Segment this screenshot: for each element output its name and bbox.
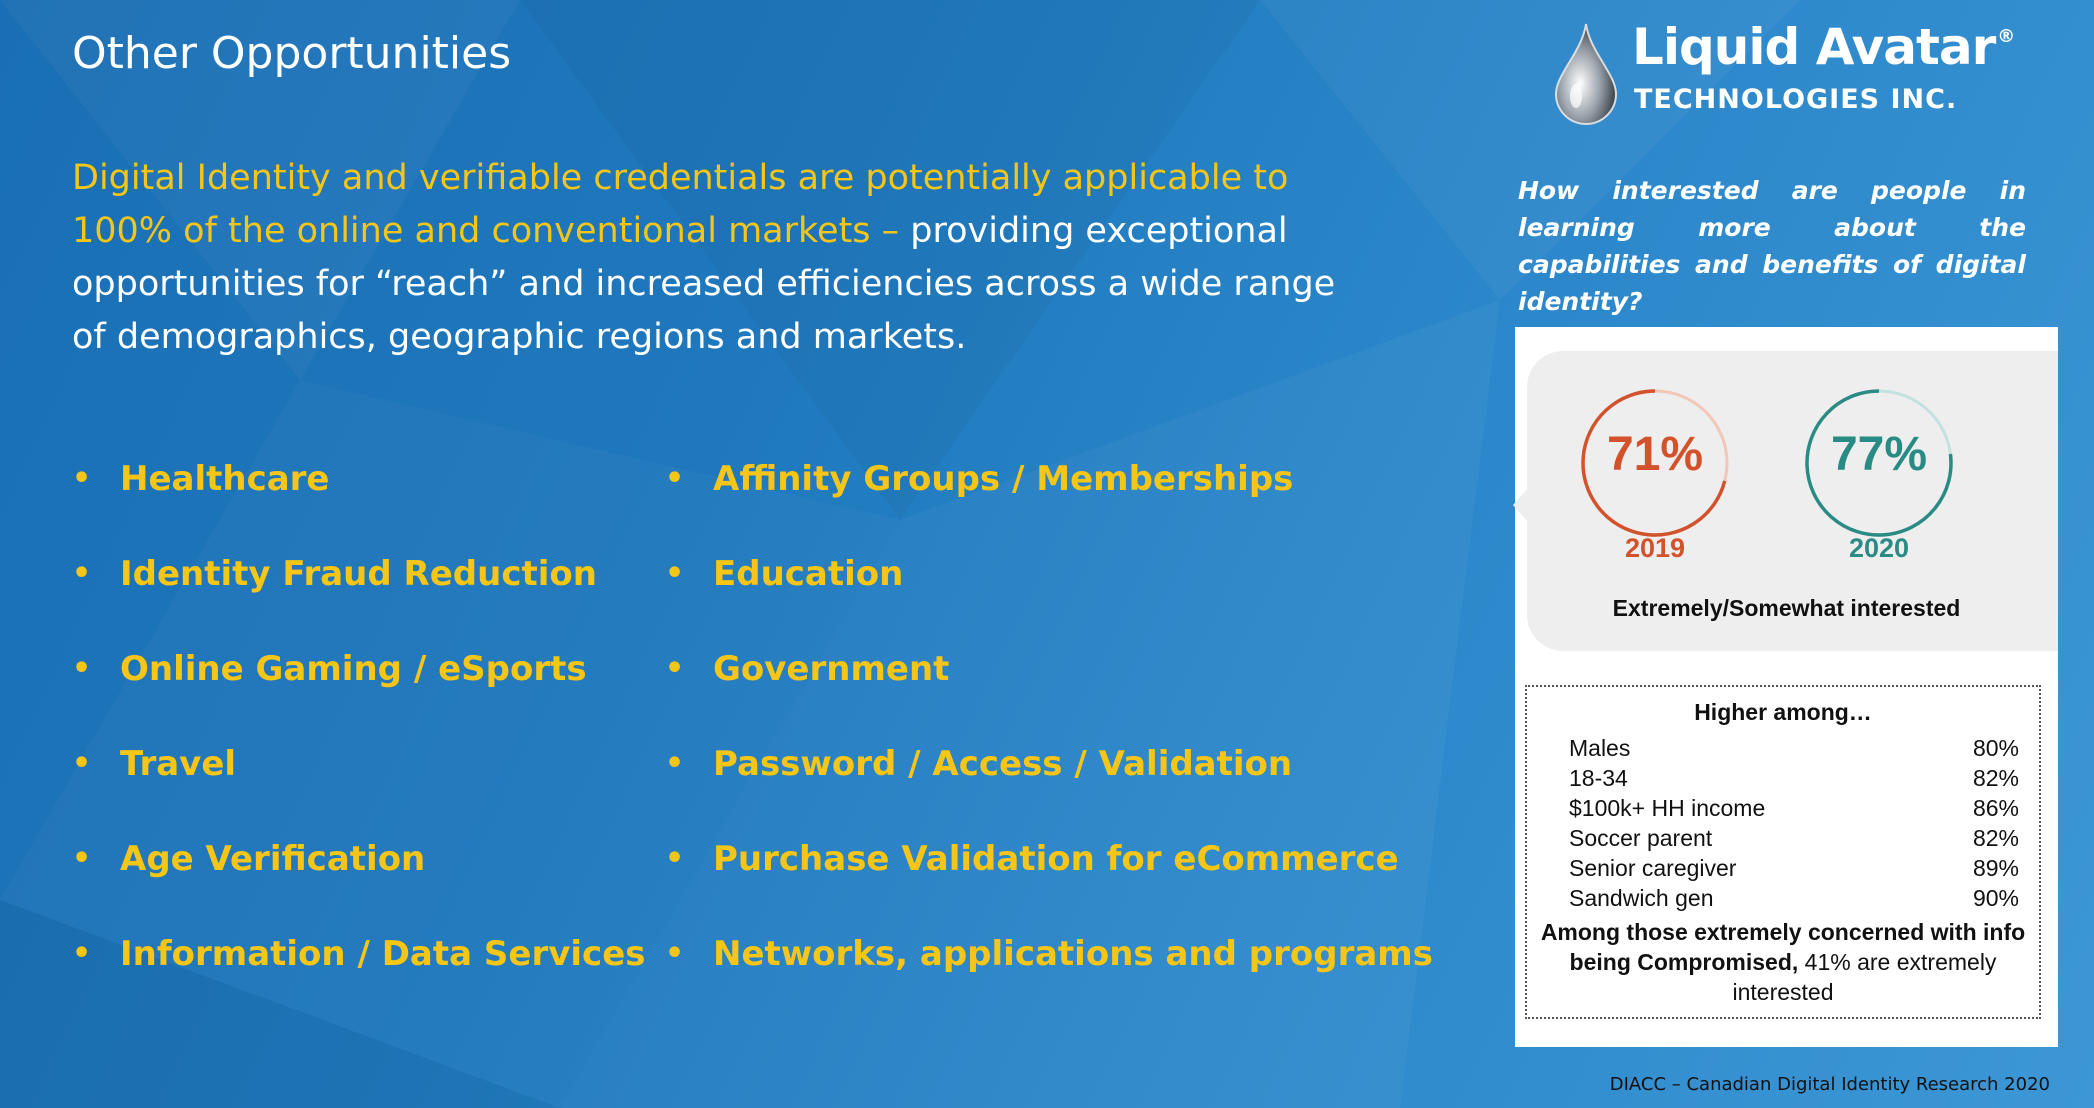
- stat-label: Soccer parent: [1569, 825, 1713, 851]
- stat-row: [1569, 735, 2019, 765]
- percent-2019: 71%: [1606, 428, 1704, 481]
- footnote-bold: Among those extremely concerned with info being Compromised,: [1540, 919, 2026, 975]
- list-item: [72, 828, 646, 923]
- stat-value: 90%: [1972, 885, 2019, 911]
- bullet-icon: •: [72, 651, 92, 686]
- list-item-label: Government: [713, 649, 950, 689]
- higher-among-heading: Higher among…: [1694, 699, 1872, 725]
- stat-row: [1569, 795, 2019, 825]
- source-citation: DIACC – Canadian Digital Identity Research 2020: [1609, 1074, 2050, 1095]
- stat-value: 89%: [1972, 855, 2019, 881]
- opportunities-left-list: [72, 448, 646, 1018]
- bullet-icon: •: [665, 651, 685, 686]
- stats-list: [1569, 735, 2019, 915]
- opportunities-right-list: [665, 448, 1433, 1018]
- concerned-footnote: [1527, 917, 2039, 1007]
- footnote-rest: 41% are extremely interested: [1732, 949, 1997, 1005]
- list-item-label: Healthcare: [120, 459, 330, 499]
- bubble-pointer-left: [1513, 487, 1529, 523]
- list-item-label: Age Verification: [120, 839, 426, 879]
- bullet-icon: •: [72, 556, 92, 591]
- survey-question: How interested are people in learning more about the capabilities and benefits of digital identity?: [1518, 176, 2026, 316]
- list-item-label: Education: [713, 554, 904, 594]
- bullet-icon: •: [665, 841, 685, 876]
- list-item: [665, 733, 1433, 828]
- logo-name: [1632, 18, 2014, 76]
- percent-2020: 77%: [1830, 428, 1928, 481]
- lead-rest: providing exceptional opportunities for “reach” and increased efficiencies across a wide range of demographics, geographic regions and markets.: [72, 211, 1336, 357]
- registered-mark: ®: [1997, 26, 2015, 47]
- logo-name-text: Liquid Avatar: [1632, 18, 1996, 76]
- stat-label: 18-34: [1569, 765, 1628, 791]
- company-logo: [1552, 18, 2022, 128]
- lead-paragraph: [72, 152, 1362, 364]
- list-item-label: Travel: [120, 744, 237, 784]
- survey-card: [1515, 327, 2058, 1047]
- list-item-label: Identity Fraud Reduction: [120, 554, 597, 594]
- lead-highlight: Digital Identity and verifiable credentials are potentially applicable to 100% of the online and conventional markets –: [72, 158, 1289, 251]
- stat-row: [1569, 765, 2019, 795]
- list-item-label: Information / Data Services: [120, 934, 646, 974]
- list-item: [72, 448, 646, 543]
- bullet-icon: •: [72, 461, 92, 496]
- list-item: [72, 638, 646, 733]
- bullet-icon: •: [665, 556, 685, 591]
- stat-label: $100k+ HH income: [1569, 795, 1766, 821]
- list-item-label: Purchase Validation for eCommerce: [713, 839, 1399, 879]
- stat-label: Males: [1569, 735, 1631, 761]
- list-item: [665, 543, 1433, 638]
- list-item-label: Password / Access / Validation: [713, 744, 1293, 784]
- list-item-label: Affinity Groups / Memberships: [713, 459, 1294, 499]
- stat-value: 86%: [1972, 795, 2019, 821]
- year-2019: 2019: [1624, 533, 1686, 563]
- bullet-icon: •: [72, 936, 92, 971]
- bullet-icon: •: [72, 841, 92, 876]
- stat-value: 80%: [1972, 735, 2019, 761]
- slide-title: Other Opportunities: [72, 28, 512, 79]
- bullet-icon: •: [665, 461, 685, 496]
- list-item: [665, 828, 1433, 923]
- list-item: [665, 923, 1433, 1018]
- stat-row: [1569, 825, 2019, 855]
- stat-row: [1569, 855, 2019, 885]
- stat-label: Sandwich gen: [1569, 885, 1714, 911]
- list-item-label: Networks, applications and programs: [713, 934, 1433, 974]
- interest-label: Extremely/Somewhat interested: [1612, 595, 1961, 621]
- stat-value: 82%: [1972, 765, 2019, 791]
- bullet-icon: •: [665, 936, 685, 971]
- list-item: [72, 543, 646, 638]
- year-2020: 2020: [1848, 533, 1910, 563]
- stat-label: Senior caregiver: [1569, 855, 1737, 881]
- stat-value: 82%: [1972, 825, 2019, 851]
- list-item: [72, 923, 646, 1018]
- logo-subtitle: TECHNOLOGIES INC.: [1634, 84, 1958, 115]
- bullet-icon: •: [72, 746, 92, 781]
- bullet-icon: •: [665, 746, 685, 781]
- list-item: [665, 638, 1433, 733]
- bubble-pointer-down: [1759, 627, 1795, 649]
- list-item: [665, 448, 1433, 543]
- stat-row: [1569, 885, 2019, 915]
- list-item: [72, 733, 646, 828]
- list-item-label: Online Gaming / eSports: [120, 649, 587, 689]
- water-drop-icon: [1552, 22, 1620, 126]
- higher-among-box: [1525, 685, 2041, 1019]
